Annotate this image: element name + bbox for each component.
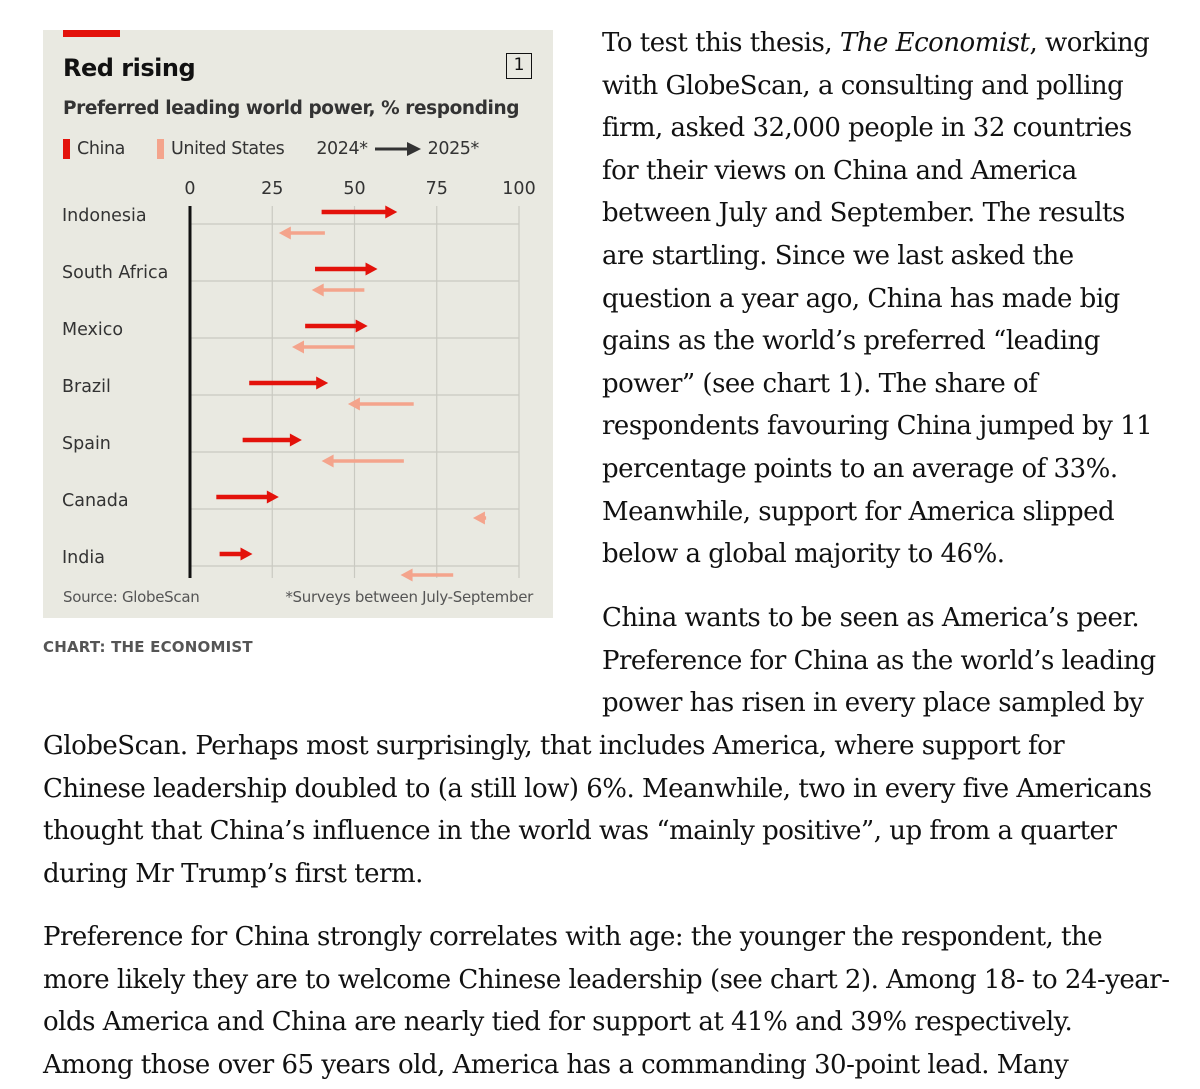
change-arrow xyxy=(216,491,279,504)
chart-number-badge: 1 xyxy=(506,53,532,79)
chart-credit: CHART: THE ECONOMIST xyxy=(43,638,253,656)
x-axis-tick-label: 25 xyxy=(261,179,284,199)
chart-subtitle: Preferred leading world power, % responding xyxy=(63,98,520,119)
country-label: Brazil xyxy=(62,377,111,397)
article-line: thought that China’s influence in the world was “mainly positive”, up from a quarter xyxy=(43,816,1117,847)
change-arrow xyxy=(322,206,398,219)
country-label: Indonesia xyxy=(62,206,147,226)
chart-figure xyxy=(43,30,555,656)
article-line: respondents favouring China jumped by 11 xyxy=(602,411,1153,442)
change-arrow xyxy=(249,377,328,390)
change-arrow xyxy=(305,320,368,333)
country-label: South Africa xyxy=(62,263,169,283)
article-line: Meanwhile, support for America slipped xyxy=(602,496,1115,527)
country-label: Spain xyxy=(62,434,111,454)
change-arrow xyxy=(279,227,325,240)
arrow-head xyxy=(241,548,253,561)
arrow-head xyxy=(290,434,302,447)
chart-source: Source: GlobeScan xyxy=(63,588,200,606)
legend-label-china: China xyxy=(77,139,125,159)
arrow-head xyxy=(292,341,304,354)
chart-panel xyxy=(43,30,553,618)
x-axis-tick-label: 50 xyxy=(343,179,366,199)
change-arrow xyxy=(322,455,404,468)
arrow-head xyxy=(401,569,413,582)
arrow-head xyxy=(279,227,291,240)
arrow-head xyxy=(385,206,397,219)
change-arrow xyxy=(473,512,486,525)
article-line: firm, asked 32,000 people in 32 countries xyxy=(602,113,1132,144)
article-line: gains as the world’s preferred “leading xyxy=(602,326,1100,357)
article-line: Among those over 65 years old, America has a commanding 30-point lead. Many xyxy=(43,1049,1069,1080)
change-arrow xyxy=(315,263,378,276)
arrow-head xyxy=(316,377,328,390)
article-line: Preference for China strongly correlates with age: the younger the respondent, the xyxy=(43,922,1103,952)
article-text: , working xyxy=(1029,28,1150,58)
article-line: Chinese leadership doubled to (a still low) 6%. Meanwhile, two in every five Americans xyxy=(43,773,1152,804)
article-line: percentage points to an average of 33%. xyxy=(602,453,1118,484)
article-line: olds America and China are nearly tied for support at 41% and 39% respectively. xyxy=(43,1007,1073,1038)
article-paragraph-1 xyxy=(602,22,1172,576)
x-axis-tick-label: 100 xyxy=(502,179,536,199)
arrow-head xyxy=(312,284,324,297)
change-arrow xyxy=(292,341,355,354)
legend-label-to-year: 2025* xyxy=(427,139,479,159)
article-line: question a year ago, China has made big xyxy=(602,283,1120,314)
country-label: Mexico xyxy=(62,320,124,340)
article-line: power has risen in every place sampled by xyxy=(602,688,1144,719)
change-arrow xyxy=(348,398,414,411)
change-arrow xyxy=(312,284,365,297)
publication-name: The Economist xyxy=(839,28,1030,58)
arrow-head xyxy=(322,455,334,468)
article-line: for their views on China and America xyxy=(602,155,1077,186)
legend-label-us: United States xyxy=(171,139,285,159)
article-line: with GlobeScan, a consulting and polling xyxy=(602,70,1124,101)
change-arrow xyxy=(401,569,454,582)
country-label: Canada xyxy=(62,491,129,511)
article-line xyxy=(602,22,1172,65)
change-arrow xyxy=(220,548,253,561)
article-line: power” (see chart 1). The share of xyxy=(602,368,1038,399)
arrow-head xyxy=(366,263,378,276)
article-line: below a global majority to 46%. xyxy=(602,539,1005,570)
article-line: between July and September. The results xyxy=(602,198,1125,229)
article-paragraph-3 xyxy=(43,916,1173,1086)
legend-label-from-year: 2024* xyxy=(316,139,368,159)
arrow-head xyxy=(473,512,485,525)
article-paragraph-2-rest xyxy=(43,725,1173,895)
article-line: during Mr Trump’s first term. xyxy=(43,858,423,889)
arrow-chart-plot xyxy=(43,30,553,618)
chart-footnote: *Surveys between July-September xyxy=(285,588,533,606)
article-line: GlobeScan. Perhaps most surprisingly, that includes America, where support for xyxy=(43,731,1065,761)
arrow-head xyxy=(356,320,368,333)
article-line: Preference for China as the world’s leading xyxy=(602,645,1156,676)
article-text: To test this thesis, xyxy=(602,28,840,58)
article-line: are startling. Since we last asked the xyxy=(602,240,1074,271)
chart-title: Red rising xyxy=(63,54,196,82)
article-line: more likely they are to welcome Chinese leadership (see chart 2). Among 18- to 24-year- xyxy=(43,964,1170,995)
x-axis-tick-label: 0 xyxy=(184,179,196,199)
x-axis-tick-label: 75 xyxy=(425,179,448,199)
country-label: India xyxy=(62,548,105,568)
article-line: China wants to be seen as America’s peer. xyxy=(602,603,1140,633)
article-paragraph-2-start xyxy=(602,597,1172,725)
